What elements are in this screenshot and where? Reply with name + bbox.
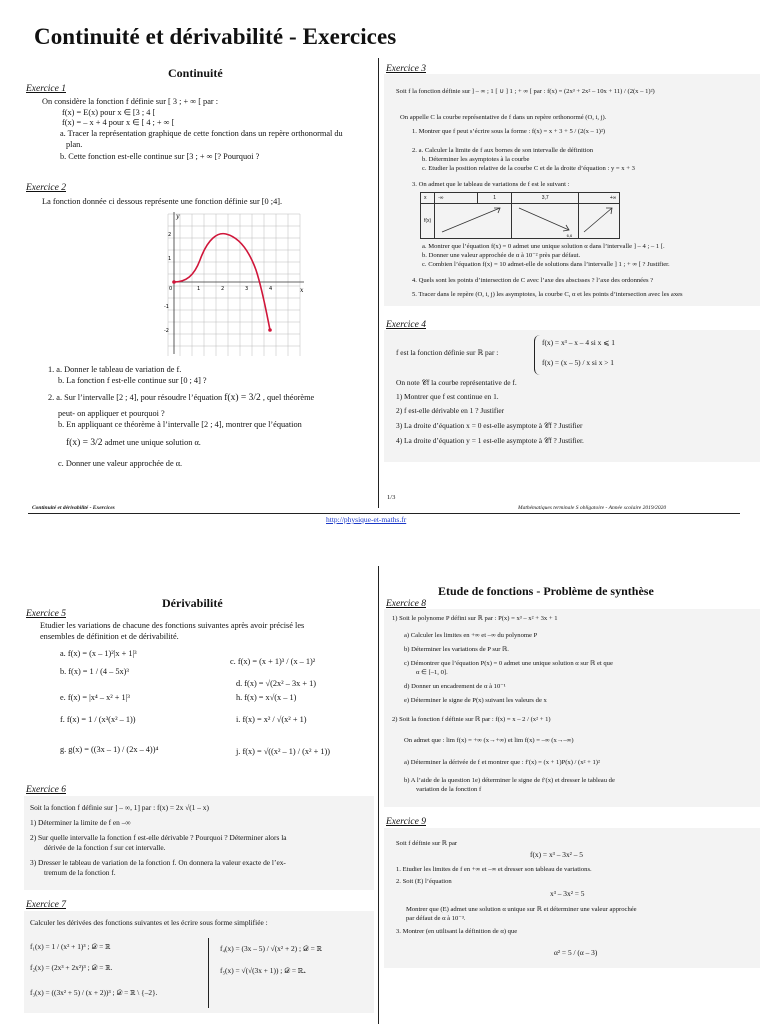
ex3-q3b: b. Donner une valeur approchée de α à 10⁻² près par défaut.	[422, 252, 581, 259]
ex4-def: f est la fonction définie sur ℝ par :	[396, 348, 499, 357]
graph-ytick-neg1: -1	[164, 304, 169, 310]
exercise-3-label: Exercice 3	[386, 64, 426, 74]
section-continuite: Continuité	[168, 66, 223, 80]
graph-xtick-1: 1	[197, 286, 201, 292]
ex1-intro: On considère la fonction f définie sur [ 3 ; + ∞ [ par :	[42, 97, 219, 106]
ex6-q2: 2) Sur quelle intervalle la fonction f est-elle dérivable ? Pourquoi ? Déterminer alors la	[30, 833, 287, 842]
ex7-f1: f₁(x) = 1 / (x² + 1)³ ; 𝒟 = ℝ	[30, 942, 111, 951]
ex5-f: f. f(x) = 1 / (x³(x² – 1))	[60, 715, 136, 724]
ex6-q3-cont: tremum de la fonction f.	[44, 868, 116, 877]
column-divider-bottom	[378, 566, 379, 1024]
ex7-f3: f₃(x) = ((3x² + 5) / (x + 2))³ ; 𝒟 = ℝ \ {–2}.	[30, 988, 158, 997]
vt-3-7: 3,7	[512, 193, 579, 204]
vt-1: 1	[478, 193, 512, 204]
site-link[interactable]: http://physique-et-maths.fr	[326, 515, 407, 524]
ex5-d: d. f(x) = √(2x² – 3x + 1)	[236, 679, 316, 688]
ex4-q3: 3) La droite d’équation x = 0 est-elle asymptote à 𝒞f ? Justifier	[396, 421, 583, 430]
ex5-i: i. f(x) = x² / √(x² + 1)	[236, 715, 307, 724]
ex2-q2b-equation: f(x) = 3/2	[66, 438, 103, 448]
ex4-q1: 1) Montrer que f est continue en 1.	[396, 392, 499, 401]
ex2-q2a-equation: f(x) = 3/2	[224, 393, 261, 403]
ex3-q3: 3. On admet que le tableau de variations de f est le suivant :	[412, 181, 570, 188]
ex8-e: e) Déterminer le signe de P(x) suivant les valeurs de x	[404, 697, 547, 704]
ex5-b: b. f(x) = 1 / (4 – 5x)³	[60, 667, 129, 676]
ex5-c: c. f(x) = (x + 1)³ / (x – 1)²	[230, 657, 316, 666]
ex1-line2: f(x) = – x + 4 pour x ∈ [ 4 ; + ∞ [	[62, 118, 175, 127]
ex8-b2: b) A l’aide de la question 1e) déterminer le signe de f′(x) et dresser le tableau de	[404, 777, 615, 784]
ex5-g: g. g(x) = ((3x – 1) / (2x – 4))⁴	[60, 745, 159, 754]
ex6-q3: 3) Dresser le tableau de variation de la fonction f. On donnera la valeur exacte de l’ex-	[30, 858, 286, 867]
ex2-q2b: b. En appliquant ce théorème à l’intervalle [2 ; 4], montrer que l’équation	[58, 420, 302, 429]
exercise-6-label: Exercice 6	[26, 785, 66, 795]
ex8-c-cont: α ∈ [–1, 0].	[416, 669, 448, 676]
ex1-question-a-cont: plan.	[66, 140, 83, 149]
ex2-q2c: c. Donner une valeur approchée de α.	[58, 459, 183, 468]
ex9-eq: f(x) = x³ – 3x² – 5	[530, 850, 583, 859]
ex9-eq3: α² = 5 / (α – 3)	[554, 948, 598, 957]
vt-arrow-up-cell	[435, 204, 512, 239]
ex4-note: On note 𝒞f la courbe représentative de f.	[396, 378, 517, 387]
graph-grid	[168, 214, 300, 356]
ex3-q4: 4. Quels sont les points d’intersection de C avec l’axe des abscisses ? l’axe des ordonnées ?	[412, 277, 654, 284]
section-synthese: Etude de fonctions - Problème de synthèse	[438, 584, 654, 598]
variation-table	[420, 192, 620, 239]
ex3-q3c: c. Combien l’équation f(x) = 10 admet-elle de solutions dans l’intervalle ] 1 ; + ∞ [ ? Justifier.	[422, 261, 670, 268]
exercise-7-label: Exercice 7	[26, 900, 66, 910]
ex3-curve-def: On appelle C la courbe représentative de f dans un repère orthonormé (O, i, j).	[400, 114, 607, 121]
ex1-question-b: b. Cette fonction est-elle continue sur [3 ; + ∞ [? Pourquoi ?	[60, 152, 260, 161]
ex2-q2b-cont: f(x) = 3/2 admet une unique solution α.	[66, 438, 201, 448]
ex7-divider	[208, 938, 209, 1008]
ex8-c: c) Démontrer que l’équation P(x) = 0 admet une unique solution α sur ℝ et que	[404, 660, 613, 667]
arrow-up-icon	[438, 204, 508, 236]
ex9-q1: 1. Etudier les limites de f en +∞ et –∞ et dresser son tableau de variations.	[396, 866, 592, 873]
curve-end-point	[268, 328, 272, 332]
page-title: Continuité et dérivabilité - Exercices	[34, 24, 397, 49]
ex9-eq2: x³ – 3x² = 5	[550, 889, 585, 898]
graph-xtick-4: 4	[269, 286, 273, 292]
ex4-case2: f(x) = (x – 5) / x si x > 1	[542, 358, 614, 367]
ex9-q2-text: Montrer que (E) admet une solution α unique sur ℝ et déterminer une valeur approchée	[406, 906, 637, 913]
graph-xtick-3: 3	[245, 286, 249, 292]
ex5-h: h. f(x) = x√(x – 1)	[236, 693, 297, 702]
exercise-8-label: Exercice 8	[386, 599, 426, 609]
ex9-q2-text-cont: par défaut de α à 10⁻³.	[406, 915, 466, 922]
ex3-q2b: b. Déterminer les asymptotes à la courbe	[422, 156, 530, 163]
ex7-f2: f₂(x) = (2x³ + 2x²)³ ; 𝒟 = ℝ.	[30, 963, 113, 972]
footer-right: Mathématiques terminale S obligatoire - Année scolaire 2019/2020	[518, 505, 667, 511]
ex1-line1: f(x) = E(x) pour x ∈ [3 ; 4 [	[62, 108, 156, 117]
ex5-a: a. f(x) = (x – 1)²|x + 1|³	[60, 649, 137, 658]
ex8-q2: 2) Soit la fonction f définie sur ℝ par : f(x) = x – 2 / (x² + 1)	[392, 716, 551, 723]
ex2-q1b: b. La fonction f est-elle continue sur [0 ; 4] ?	[58, 376, 207, 385]
ex5-j: j. f(x) = √((x² – 1) / (x² + 1))	[236, 747, 330, 756]
ex7-intro: Calculer les dérivées des fonctions suivantes et les écrire sous forme simplifiée :	[30, 918, 268, 927]
graph-ytick-neg2: -2	[164, 328, 169, 334]
ex4-q4: 4) La droite d’équation y = 1 est-elle asymptote à 𝒞f ? Justifier.	[396, 436, 584, 445]
ex8-admit: On admet que : lim f(x) = +∞ (x→+∞) et lim f(x) = –∞ (x→–∞)	[404, 737, 574, 744]
graph-origin: 0	[169, 286, 173, 292]
vt-arrow-up-2-cell	[579, 204, 620, 239]
ex8-b: b) Déterminer les variations de P sur ℝ.	[404, 646, 509, 653]
exercise-9-label: Exercice 9	[386, 817, 426, 827]
ex3-q5: 5. Tracer dans le repère (O, i, j) les asymptotes, la courbe C, α et les points d’intersection avec les axes	[412, 291, 683, 298]
ex8-b2-cont: variation de la fonction f	[416, 786, 482, 793]
ex9-q3: 3. Montrer (en utilisant la définition de α) que	[396, 928, 518, 935]
exercise-2-label: Exercice 2	[26, 183, 66, 193]
page-number: 1/3	[387, 494, 396, 501]
ex5-intro-cont: ensembles de définition et de dérivabilité.	[40, 632, 179, 641]
ex8-q1: 1) Soit le polynome P défini sur ℝ par : P(x) = x³ – x² + 3x + 1	[392, 615, 558, 622]
vt-arrow-down-cell	[512, 204, 579, 239]
vt-plus-inf: +∞	[579, 193, 620, 204]
vt-min-value: 6,6	[566, 233, 573, 238]
vt-fx: f(x)	[421, 204, 435, 239]
ex1-question-a: a. Tracer la représentation graphique de cette fonction dans un repère orthonormal du	[60, 129, 343, 138]
ex3-q2c: c. Etudier la position relative de la courbe C et de la droite d’équation : y = x + 3	[422, 165, 635, 172]
ex2-q1a: 1. a. Donner le tableau de variation de f.	[48, 365, 182, 374]
ex3-q3a: a. Montrer que l’équation f(x) = 0 admet une unique solution α dans l’intervalle ] – 4 ; – 1 [.	[422, 243, 665, 250]
arrow-up-icon	[582, 204, 616, 236]
graph-ytick-2: 2	[168, 232, 172, 238]
ex4-case1: f(x) = x³ – x – 4 si x ⩽ 1	[542, 338, 615, 347]
ex3-q2a: 2. a. Calculer la limite de f aux bornes de son intervalle de définition	[412, 147, 594, 154]
ex2-q2a-cont: peut- on appliquer et pourquoi ?	[58, 409, 165, 418]
function-graph	[160, 208, 308, 360]
ex8-a: a) Calculer les limites en +∞ et –∞ du polynome P	[404, 632, 538, 639]
section-derivabilite: Dérivabilité	[162, 596, 223, 610]
ex4-q2: 2) f est-elle dérivable en 1 ? Justifier	[396, 406, 505, 415]
ex6-q1: 1) Déterminer la limite de f en –∞	[30, 818, 131, 827]
arrow-down-icon	[515, 204, 575, 236]
graph-xtick-2: 2	[221, 286, 225, 292]
ex6-q2-cont: dérivée de la fonction f sur cet intervalle.	[44, 843, 166, 852]
ex4-brace	[534, 335, 541, 375]
curve-start-point	[172, 280, 176, 284]
exercise-3-box	[384, 74, 760, 306]
ex9-intro: Soit f définie sur ℝ par	[396, 840, 458, 847]
ex3-intro: Soit f la fonction définie sur ] – ∞ ; 1 [ ∪ ] 1 ; + ∞ [ par : f(x) = (2x³ + 2x² – 10x + 11) / (2(x – 1)²)	[396, 88, 655, 95]
vt-x: x	[421, 193, 435, 204]
ex3-q1: 1. Montrer que f peut s’écrire sous la forme : f(x) = x + 3 + 5 / (2(x – 1)²)	[412, 128, 606, 135]
ex9-q2: 2. Soit (E) l’équation	[396, 878, 452, 885]
column-divider-top	[378, 58, 379, 508]
exercise-1-label: Exercice 1	[26, 84, 66, 94]
graph-y-label: y	[176, 213, 180, 220]
ex6-intro: Soit la fonction f définie sur ] – ∞, 1] par : f(x) = 2x √(1 – x)	[30, 803, 209, 812]
ex7-f4: f₄(x) = (3x – 5) / √(x² + 2) ; 𝒟 = ℝ	[220, 944, 322, 953]
exercise-4-label: Exercice 4	[386, 320, 426, 330]
exercise-5-label: Exercice 5	[26, 609, 66, 619]
ex7-f5: f₅(x) = √(√(3x + 1)) ; 𝒟 = ℝ₊	[220, 966, 306, 975]
graph-x-label: x	[300, 287, 304, 294]
graph-ytick-1: 1	[168, 256, 172, 262]
ex2-q2a: 2. a. Sur l’intervalle [2 ; 4], pour résoudre l’équation f(x) = 3/2 , quel théorème	[48, 393, 315, 403]
ex2-intro: La fonction donnée ci dessous représente une fonction définie sur [0 ;4].	[42, 197, 283, 206]
ex8-d: d) Donner un encadrement de α à 10⁻¹	[404, 683, 506, 690]
footer-left: Continuité et dérivabilité - Exercices	[32, 505, 115, 511]
ex5-e: e. f(x) = |x⁴ – x² + 1|³	[60, 693, 130, 702]
ex5-intro: Etudier les variations de chacune des fonctions suivantes après avoir précisé les	[40, 621, 305, 630]
ex8-a2: a) Déterminer la dérivée de f et montrer que : f′(x) = (x + 1)P(x) / (x² + 1)²	[404, 759, 600, 766]
vt-minus-inf: -∞	[435, 193, 478, 204]
footer-rule	[28, 513, 740, 514]
